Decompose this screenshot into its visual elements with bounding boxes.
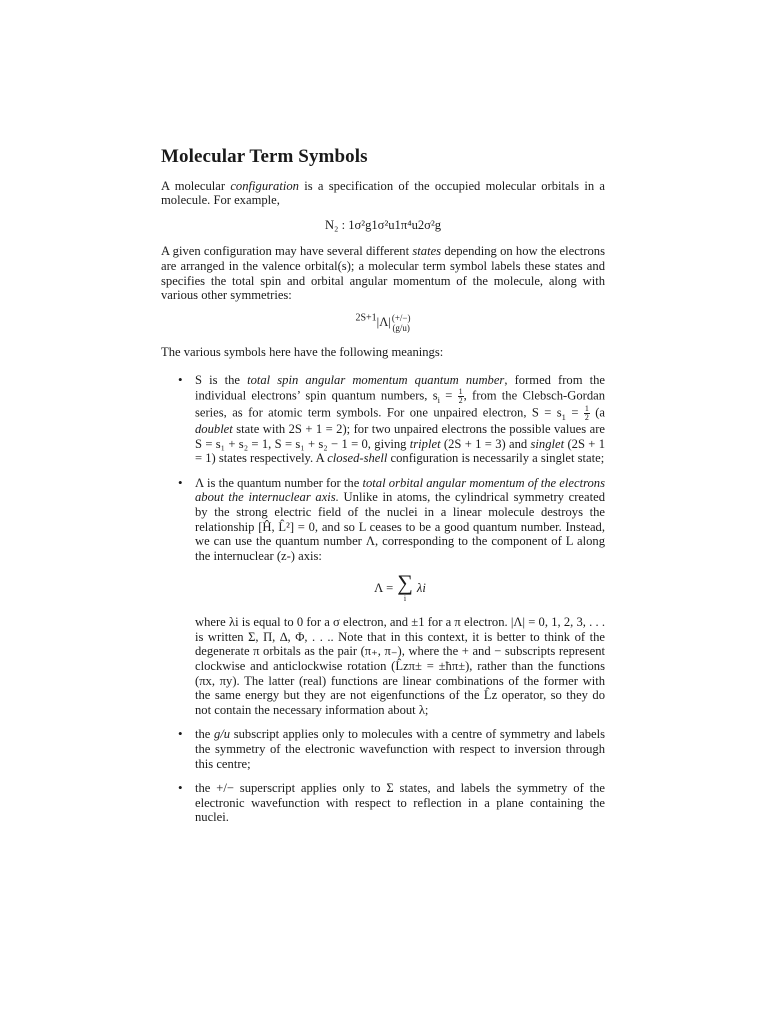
states-paragraph: A given configuration may have several different states depending on how the electrons are arranged in the valence orbital(s); a molecular term symbol labels these states and specifies the total spin and orbital angular momentum of the molecule, along with various other symmetries: bbox=[161, 244, 605, 303]
fraction-half-2: $\frac{1}{2}$ bbox=[584, 403, 589, 422]
meanings-paragraph: The various symbols here have the following meanings: bbox=[161, 344, 444, 359]
meanings-list bbox=[161, 373, 605, 825]
term-symbol-multiplicity: 2S+1 bbox=[355, 312, 377, 324]
page-title: Molecular Term Symbols bbox=[161, 146, 368, 167]
document-body bbox=[161, 146, 605, 835]
list-item-s: • S is the total spin angular momentum quantum number, formed from the individual electrons’ spin quantum numbers, $s_i$ = $\frac{1}{2}$ , from the Clebsch-Gordan series, as for atomic term symbols. For one unpaired electron, $S = s_1$ = $\frac{1}{2}$ (a doublet state with 2S + 1 = 2); for two unpaired electrons the possible values are S = s₁ + s₂ = 1, S = s₁ + s₂ − 1 = 0, giving triplet (2S + 1 = 3) and singlet (2S + 1 = 1) states respectively. A closed-shell configuration is necessarily a singlet state; bbox=[161, 373, 605, 465]
lambda-sum-equation: Λ = ∑ i λi bbox=[374, 570, 426, 604]
fraction-half: $\frac{1}{2}$ bbox=[458, 386, 463, 405]
term-symbol-equation bbox=[161, 313, 605, 333]
term-symbol-reflection: (+/−) bbox=[391, 312, 411, 323]
term-symbol-parity: (g/u) bbox=[392, 322, 410, 333]
intro-paragraph: A molecular configuration is a specification of the occupied molecular orbitals in a molecule. For example, bbox=[161, 178, 605, 208]
n2-configuration-equation: N₂ : 1σ²g1σ²u1π⁴u2σ²g bbox=[324, 217, 442, 232]
list-item-plus-minus: • the +/− superscript applies only to Σ states, and labels the symmetry of the electronic wavefunction with respect to reflection in a plane containing the nuclei. bbox=[161, 781, 605, 825]
term-symbol-core: |Λ| bbox=[376, 314, 391, 329]
list-item-gu: • the g/u subscript applies only to molecules with a centre of symmetry and labels the symmetry of the electronic wavefunction with respect to inversion through this centre; bbox=[161, 727, 605, 771]
list-item-lambda: • Λ is the quantum number for the total orbital angular momentum of the electrons about the internuclear axis. Unlike in atoms, the cylindrical symmetry created by the strong electric field of the nuclei in a linear molecule destroys the relationship [Ĥ, L̂²] = 0, and so L ceases to be a good quantum number. Instead, we can use the quantum number Λ, corresponding to the component of L along the internuclear (z-) axis: Λ = ∑ i λi where λi is equal to 0 for a σ electron, and ±1 for a π electron. |Λ| = 0, 1, 2, 3, . . . is written Σ, Π, ∆, Φ, . . .. Note that in this context, it is better to think of the degenerate π orbitals as the pair (π₊, π₋), where the + and − subscripts represent clockwise and anticlockwise rotation (L̂zπ± = ±ħπ±), rather than the functions (πx, πy). The latter (real) functions are linear combinations of the former with the same energy but they are not eigenfunctions of the L̂z operator, so they do not contain the necessary information about λ; bbox=[161, 476, 605, 718]
